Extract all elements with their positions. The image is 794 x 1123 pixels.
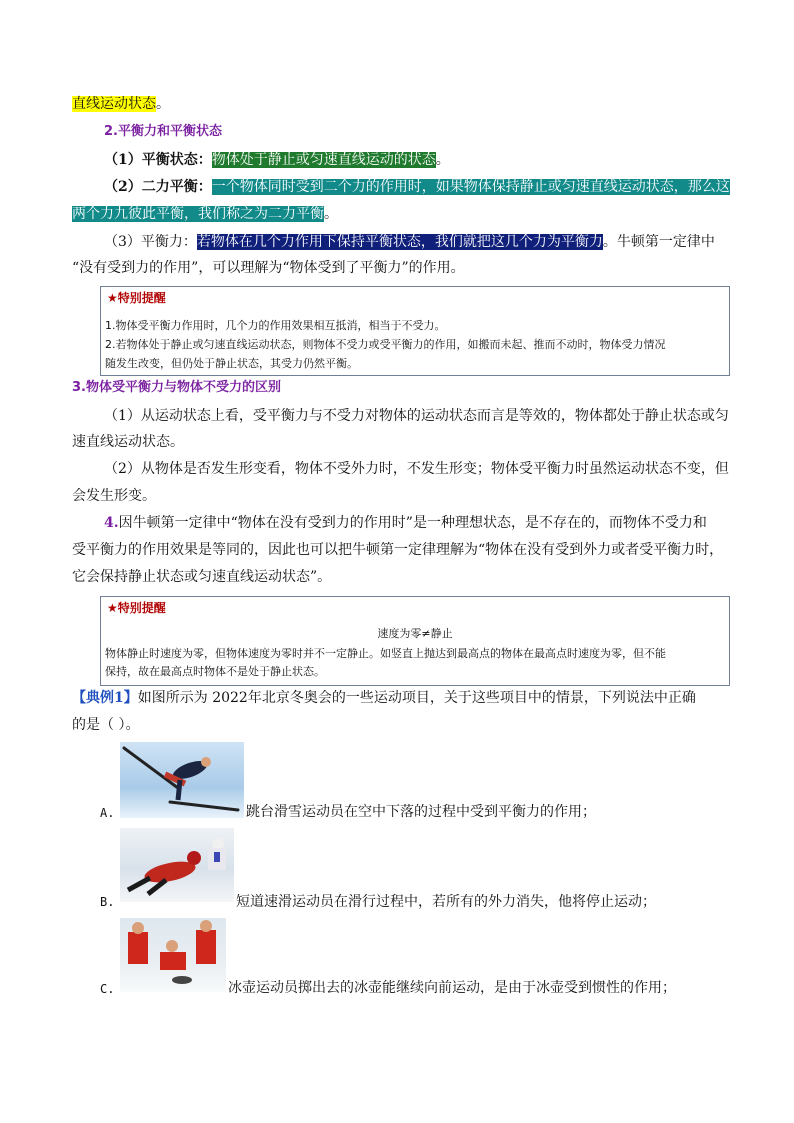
paragraph: （2）从物体是否发生形变看，物体不受外力时，不发生形变；物体受平衡力时虽然运动状态不变，但: [104, 461, 729, 477]
tip-box-2: [100, 596, 730, 686]
curling-image: [120, 918, 226, 992]
highlight-text: 一个物体同时受到二个力的作用时，如果物体保持静止或匀速直线运动状态，那么这: [211, 179, 730, 195]
item-balanced-forces: （3）平衡力：若物体在几个力作用下保持平衡状态，我们就把这几个力为平衡力。牛顿第一定律中: [104, 234, 715, 250]
option-a-text: 跳台滑雪运动员在空中下落的过程中受到平衡力的作用；: [246, 804, 596, 820]
section-heading-2: 2.平衡力和平衡状态: [104, 124, 222, 139]
paragraph: 速直线运动状态。: [72, 434, 184, 450]
tip-line: 保持，故在最高点时物体不是处于静止状态。: [105, 665, 325, 678]
ski-jump-image: [120, 742, 244, 818]
highlight-text: 直线运动状态: [72, 96, 156, 112]
item-two-force-balance-cont: 两个力九彼此平衡，我们称之为二力平衡。: [72, 206, 338, 222]
item-two-force-balance: （2）二力平衡：一个物体同时受到二个力的作用时，如果物体保持静止或匀速直线运动状态，那么这: [104, 179, 730, 195]
paragraph: 会发生形变。: [72, 488, 156, 504]
option-b-text: 短道速滑运动员在滑行过程中，若所有的外力消失，他将停止运动；: [236, 894, 656, 910]
option-c-letter: C.: [100, 982, 115, 996]
paragraph: 受平衡力的作用效果是等同的，因此也可以把牛顿第一定律理解为“物体在没有受到外力或者受平衡力时，: [72, 542, 724, 558]
tip-title: ★特别提醒: [107, 291, 166, 305]
highlight-text: 若物体在几个力作用下保持平衡状态，我们就把这几个力为平衡力: [196, 234, 603, 250]
paragraph: 它会保持静止状态或匀速直线运动状态”。: [72, 569, 332, 585]
section-heading-3: 3.物体受平衡力与物体不受力的区别: [72, 380, 281, 395]
tip-box-1: [100, 286, 730, 376]
tip-line: 2.若物体处于静止或匀速直线运动状态，则物体不受力或受平衡力的作用，如搬而未起、推而不动时，物体受力情况: [105, 338, 666, 351]
item-balanced-forces-cont: “没有受到力的作用”，可以理解为“物体受到了平衡力”的作用。: [72, 260, 465, 276]
paragraph-section-4: 4.因牛顿第一定律中“物体在没有受到力的作用时”是一种理想状态，是不存在的，而物体不受力和: [104, 515, 707, 531]
option-a-letter: A.: [100, 806, 115, 820]
highlight-text: 两个力九彼此平衡，我们称之为二力平衡: [72, 206, 324, 222]
tip-line: 随发生改变，但仍处于静止状态，其受力仍然平衡。: [105, 357, 358, 370]
item-balanced-state: （1）平衡状态：物体处于静止或匀速直线运动的状态。: [104, 152, 450, 168]
line-straight-motion: 直线运动状态。: [72, 96, 170, 112]
example-label: 【典例1】: [72, 690, 138, 706]
tip-line: 物体静止时速度为零，但物体速度为零时并不一定静止。如竖直上抛达到最高点的物体在最高点时速度为零，但不能: [105, 647, 666, 660]
example-question-cont: 的是（ ）。: [72, 717, 140, 733]
option-c-text: 冰壶运动员掷出去的冰壶能继续向前运动，是由于冰壶受到惯性的作用；: [228, 980, 676, 996]
highlight-text: 物体处于静止或匀速直线运动的状态: [211, 152, 436, 168]
tip-subheading: 速度为零≠静止: [377, 627, 453, 640]
option-b-letter: B.: [100, 895, 115, 909]
example-question: 【典例1】如图所示为 2022年北京冬奥会的一些运动项目，关于这些项目中的情景，下列说法中正确: [72, 690, 696, 706]
tip-line: 1.物体受平衡力作用时，几个力的作用效果相互抵消，相当于不受力。: [105, 319, 446, 332]
tip-title: ★特别提醒: [107, 601, 166, 615]
speed-skating-image: [120, 828, 234, 902]
paragraph: （1）从运动状态上看，受平衡力与不受力对物体的运动状态而言是等效的，物体都处于静止状态或匀: [104, 408, 729, 424]
